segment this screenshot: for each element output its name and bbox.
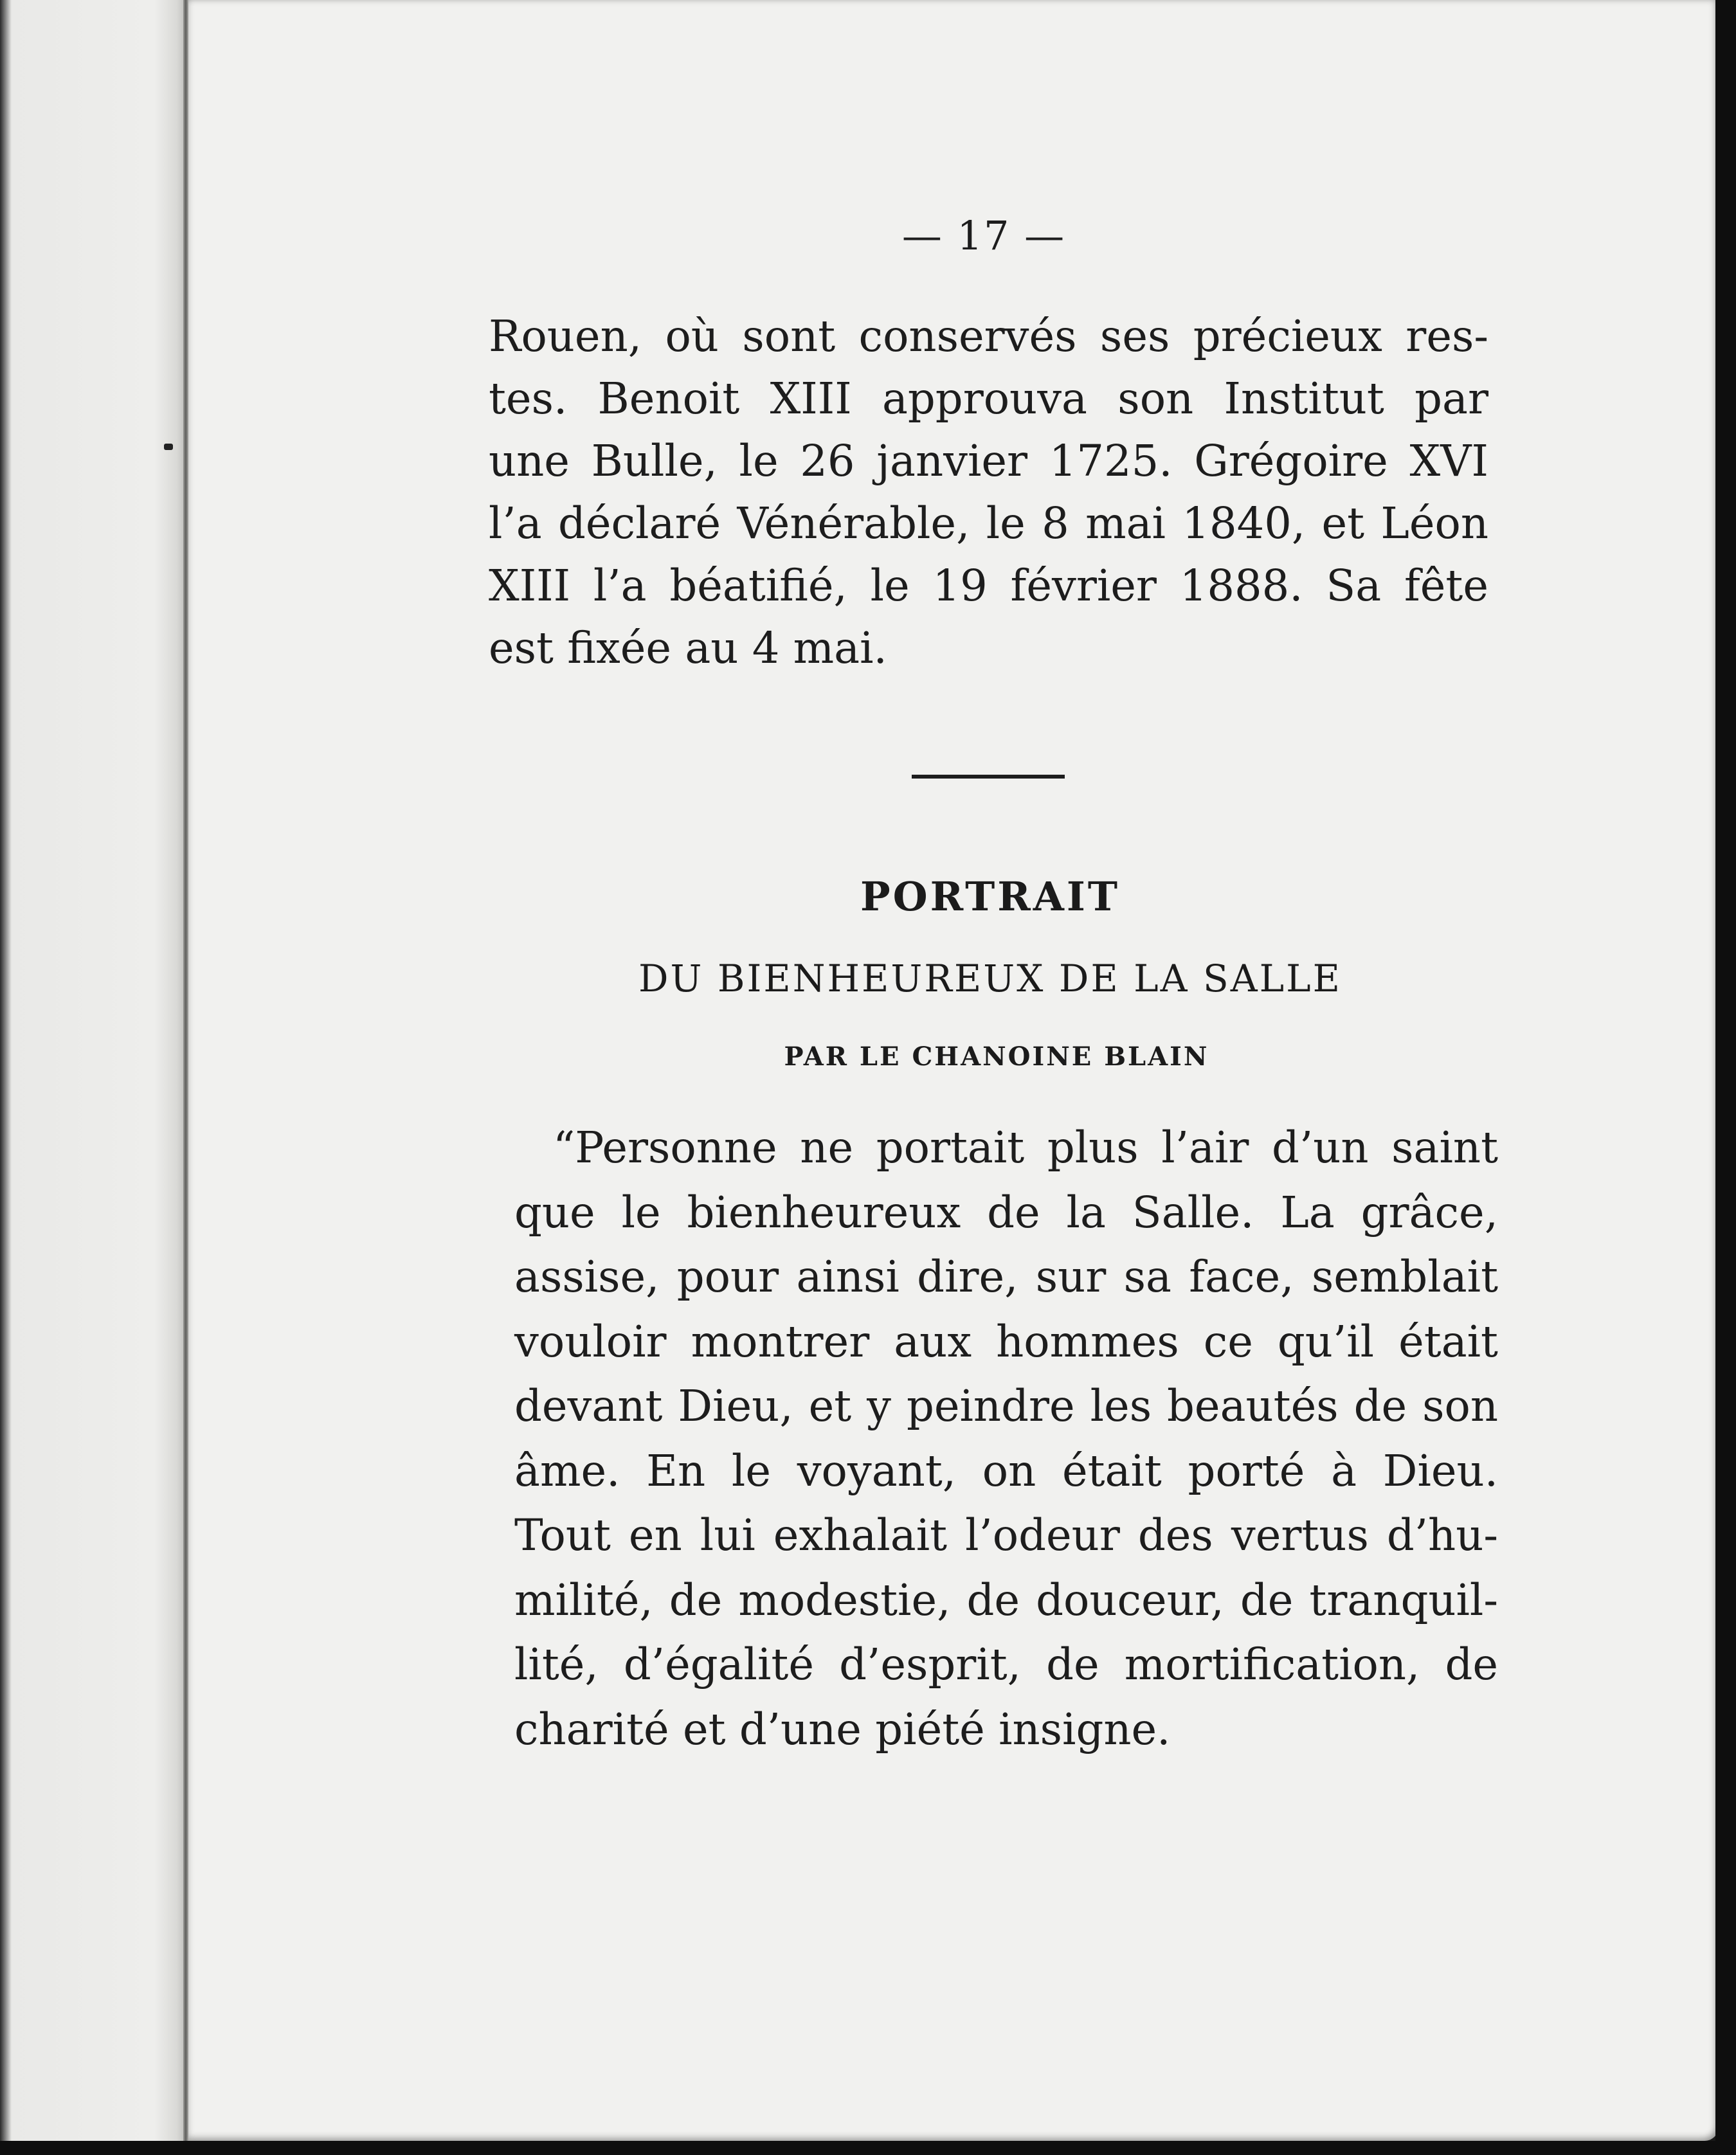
page-edge-right xyxy=(1715,0,1736,2155)
paragraph-2 xyxy=(514,1115,1498,1762)
section-title: PORTRAIT xyxy=(860,873,1120,920)
text-line: vouloir montrer aux hommes ce qu’il était xyxy=(514,1316,1498,1367)
section-divider xyxy=(912,775,1065,779)
page-edge-bottom xyxy=(0,2141,1736,2155)
text-line: charité et d’une piété insigne. xyxy=(514,1704,1171,1754)
binding-mark xyxy=(164,444,173,450)
text-line: une Bulle, le 26 janvier 1725. Grégoire XVI xyxy=(489,436,1488,486)
text-line: que le bienheureux de la Salle. La grâce, xyxy=(514,1187,1498,1238)
text-line: milité, de modestie, de douceur, de tranquil- xyxy=(514,1574,1498,1625)
section-author: PAR LE CHANOINE BLAIN xyxy=(784,1041,1209,1072)
text-line: “Personne ne portait plus l’air d’un saint xyxy=(553,1123,1498,1173)
paragraph-1 xyxy=(489,305,1488,680)
text-line: XIII l’a béatifié, le 19 février 1888. Sa fête xyxy=(489,561,1488,611)
text-line: est fixée au 4 mai. xyxy=(489,623,887,673)
text-line: lité, d’égalité d’esprit, de mortification, de xyxy=(514,1639,1498,1690)
left-page-edge xyxy=(0,0,186,2155)
page-number: — 17 — xyxy=(901,212,1066,259)
text-line: devant Dieu, et y peindre les beautés de son xyxy=(514,1381,1498,1431)
section-subtitle: DU BIENHEUREUX DE LA SALLE xyxy=(638,957,1342,1000)
text-line: assise, pour ainsi dire, sur sa face, semblait xyxy=(514,1252,1498,1302)
text-line: Tout en lui exhalait l’odeur des vertus d’hu- xyxy=(514,1510,1498,1560)
text-line: âme. En le voyant, on était porté à Dieu. xyxy=(514,1445,1498,1496)
book-spine xyxy=(183,0,188,2155)
text-line: tes. Benoit XIII approuva son Institut par xyxy=(489,374,1488,424)
text-line: Rouen, où sont conservés ses précieux res- xyxy=(489,311,1488,361)
text-line: l’a déclaré Vénérable, le 8 mai 1840, et Léon xyxy=(489,498,1488,548)
